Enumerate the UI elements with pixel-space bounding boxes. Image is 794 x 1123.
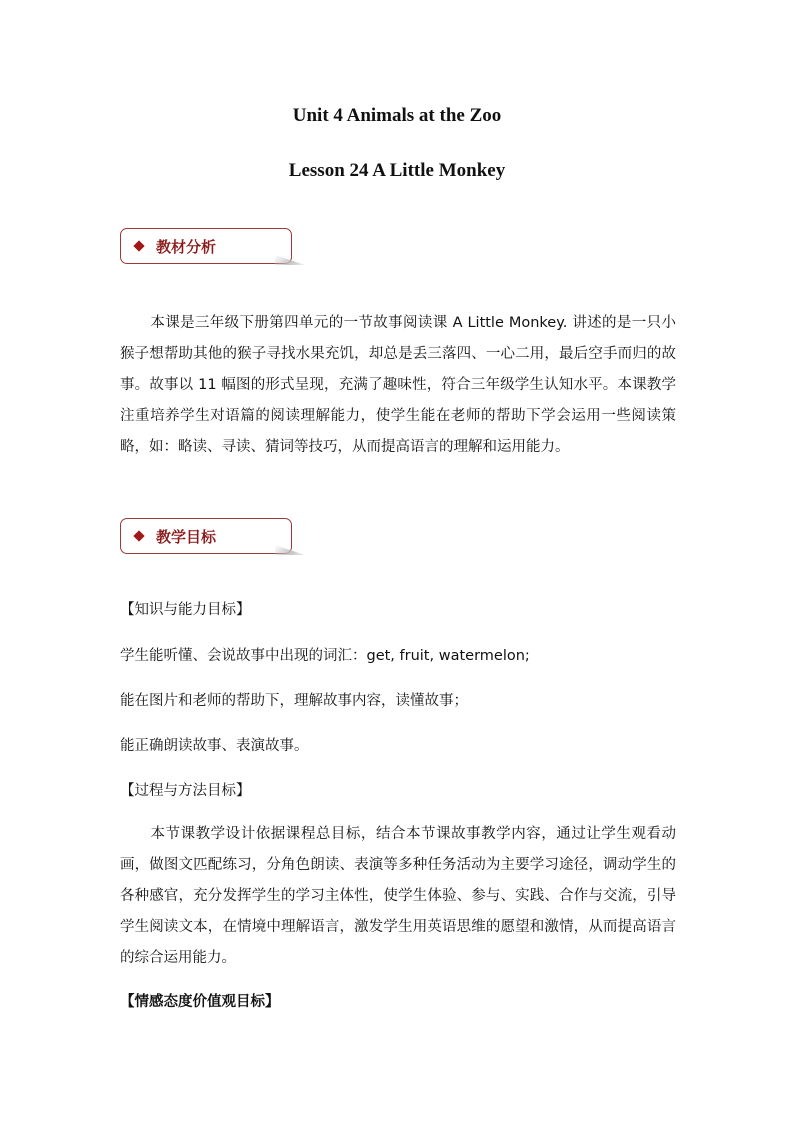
- process-paragraph-text: 本节课教学设计依据课程总目标，结合本节课故事教学内容，通过让学生观看动画，做图文匹配练习，分角色朗读、表演等多种任务活动为主要学习途径，调动学生的各种感官，充分发挥学生的学习主体性，使学生体验、参与、实践、合作与交流，引导学生阅读文本，在情境中理解语言，激发学生用英语思维的愿望和激情，从而提高语言的综合运用能力。: [120, 826, 676, 966]
- knowledge-item: 学生能听懂、会说故事中出现的词汇：get, fruit, watermelon;: [120, 648, 530, 664]
- knowledge-item: 能在图片和老师的帮助下，理解故事内容，读懂故事；: [120, 693, 468, 709]
- unit-title: Unit 4 Animals at the Zoo: [292, 105, 502, 126]
- tag-shadow-decoration: [275, 545, 305, 555]
- process-heading: 【过程与方法目标】: [120, 783, 251, 799]
- lesson-title: Lesson 24 A Little Monkey: [288, 160, 506, 181]
- section-label-goals: 教学目标: [156, 528, 217, 546]
- emotion-heading: 【情感态度价值观目标】: [120, 994, 280, 1010]
- knowledge-item: 能正确朗读故事、表演故事。: [120, 738, 309, 754]
- section-tag-goals: [120, 518, 292, 554]
- section-label-analysis: 教材分析: [156, 238, 217, 256]
- analysis-paragraph: [120, 308, 676, 463]
- analysis-paragraph-text: 本课是三年级下册第四单元的一节故事阅读课 A Little Monkey. 讲述的是一只小猴子想帮助其他的猴子寻找水果充饥，却总是丢三落四、一心二用，最后空手而归的故事。故事以 11 幅图的形式呈现，充满了趣味性，符合三年级学生认知水平。本课教学注重培养学生对语篇的阅读理解能力，使学生能在老师的帮助下学会运用一些阅读策略，如：略读、寻读、猜词等技巧，从而提高语言的理解和运用能力。: [120, 315, 676, 455]
- process-paragraph: [120, 819, 676, 974]
- diamond-bullet-icon: [133, 240, 144, 251]
- section-tag-analysis: [120, 228, 292, 264]
- tag-shadow-decoration: [275, 255, 305, 265]
- knowledge-heading: 【知识与能力目标】: [120, 602, 251, 618]
- diamond-bullet-icon: [133, 530, 144, 541]
